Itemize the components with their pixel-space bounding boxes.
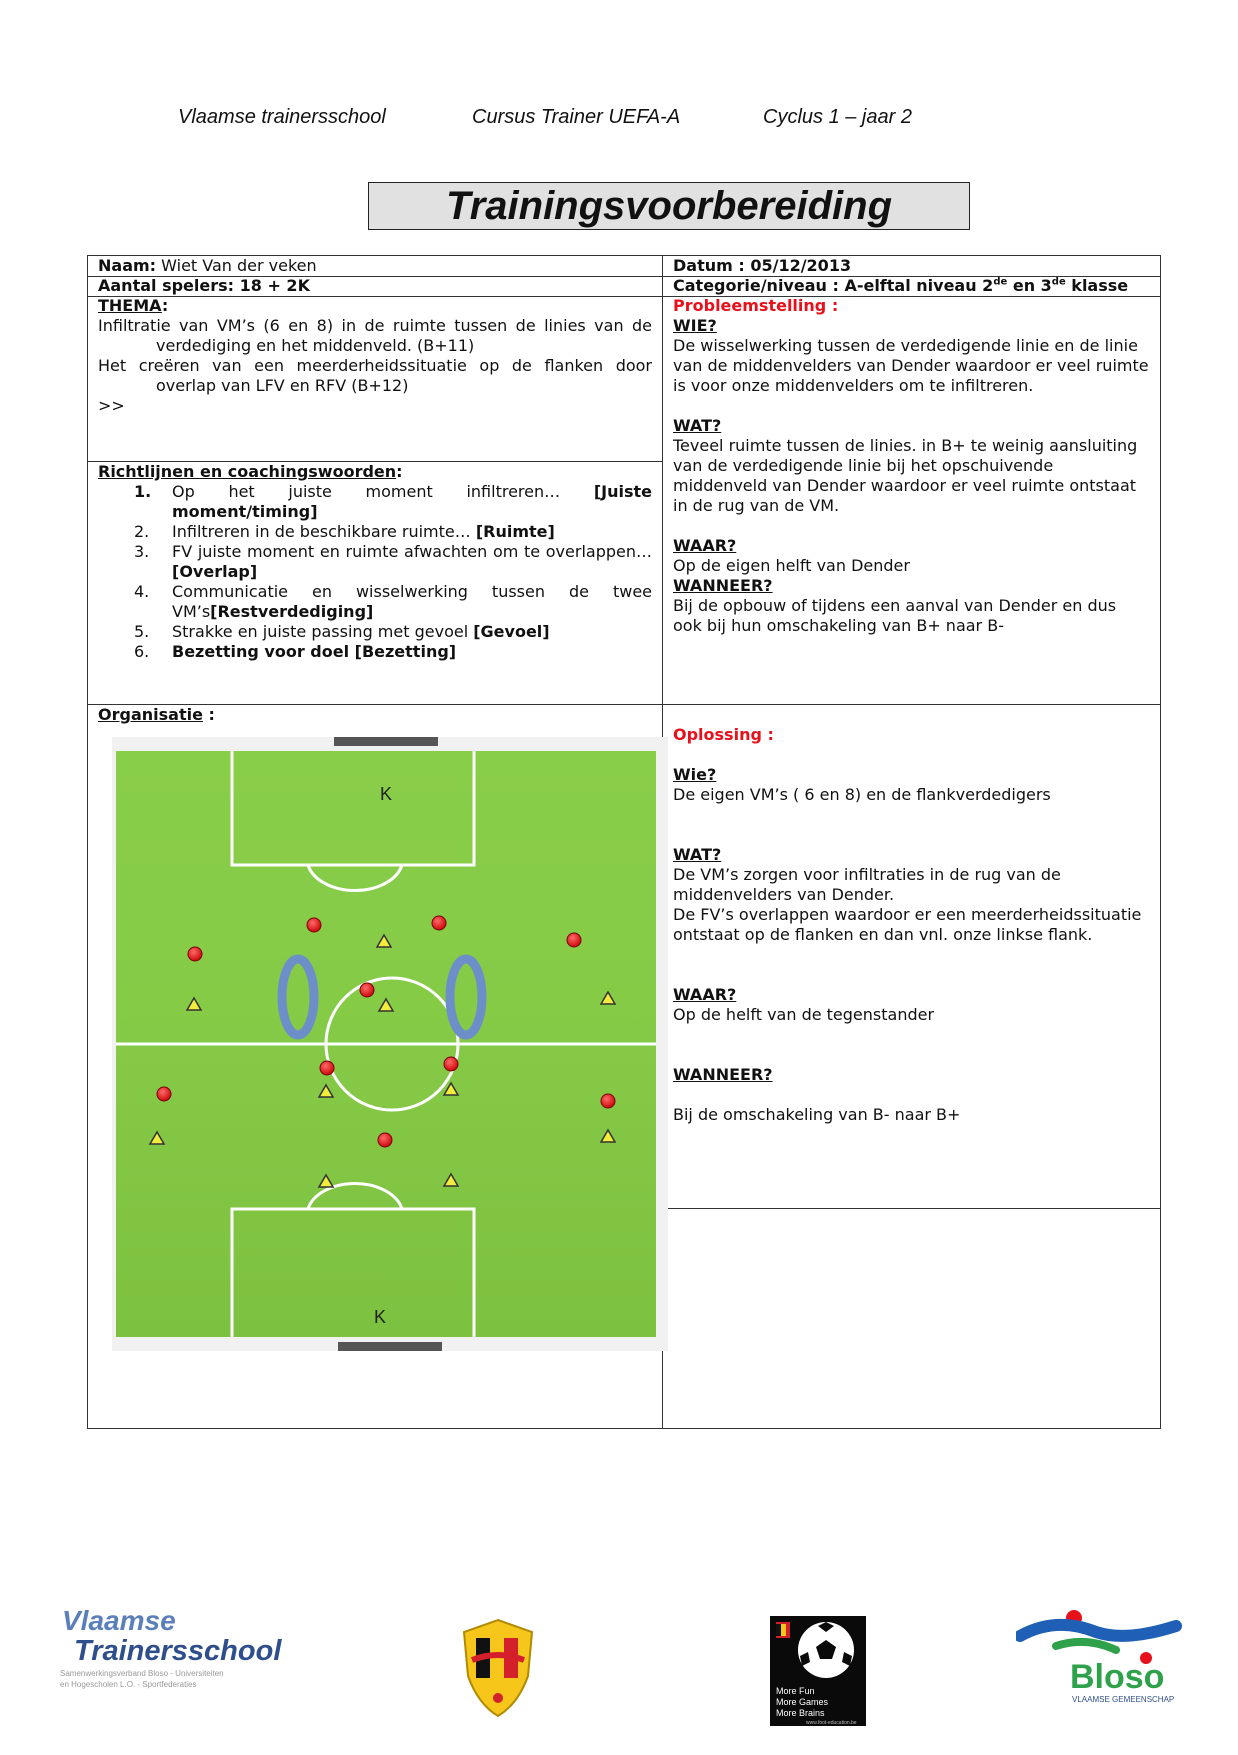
- svg-text:More Games: More Games: [776, 1697, 829, 1707]
- solution-where-label: WAAR?: [673, 985, 737, 1004]
- solution-when-label: WANNEER?: [673, 1065, 773, 1084]
- vlaamse-trainersschool-logo: [58, 1600, 298, 1692]
- page-header: [0, 106, 1238, 134]
- organisation-cell: [88, 705, 662, 725]
- red-player: [320, 1061, 334, 1075]
- item-keyword: [Overlap]: [172, 562, 258, 581]
- theme-colon: :: [161, 296, 169, 315]
- solution-where-text: Op de helft van de tegenstander: [673, 1005, 935, 1024]
- problem-when-text: Bij de opbouw of tijdens een aanval van Dender en dus ook bij hun omschakeling van B+ naar B-: [673, 596, 1117, 635]
- goal-top: [334, 737, 438, 746]
- problem-where-text: Op de eigen helft van Dender: [673, 556, 910, 575]
- item-keyword: [Ruimte]: [475, 522, 555, 541]
- list-item: [98, 622, 652, 642]
- item-text: Strakke en juiste passing met gevoel: [172, 622, 474, 641]
- red-player: [378, 1133, 392, 1147]
- list-item: [98, 482, 652, 522]
- goal-bottom: [338, 1342, 442, 1351]
- item-text: FV juiste moment en ruimte afwachten om te overlappen…: [172, 542, 652, 561]
- item-text: Infiltreren in de beschikbare ruimte…: [172, 522, 476, 541]
- keeper-label-bottom: K: [374, 1307, 387, 1327]
- guidelines-label: Richtlijnen en coachingswoorden: [98, 462, 397, 481]
- problem-where-label: WAAR?: [673, 536, 737, 555]
- red-player: [444, 1057, 458, 1071]
- red-player: [360, 983, 374, 997]
- date-value: Datum : 05/12/2013: [673, 256, 852, 275]
- guidelines-colon: :: [396, 462, 403, 481]
- red-player: [567, 933, 581, 947]
- svg-text:en Hogescholen L.O. - Sportfed: en Hogescholen L.O. - Sportfederaties: [60, 1680, 197, 1689]
- svg-text:Bloso: Bloso: [1070, 1658, 1165, 1696]
- pitch-diagram: [112, 737, 668, 1351]
- category-prefix: Categorie/niveau : A-elftal niveau 2: [673, 276, 994, 295]
- solution-what-text: De VM’s zorgen voor infiltraties in de rug van de middenvelders van Dender.: [673, 865, 1061, 904]
- item-number: 5.: [134, 622, 150, 641]
- item-number: 3.: [134, 542, 150, 561]
- list-item: [98, 582, 652, 622]
- item-number: 4.: [134, 582, 150, 601]
- row-divider: [662, 1208, 1160, 1209]
- problem-what-label: WAT?: [673, 416, 722, 435]
- red-player: [307, 918, 321, 932]
- bloso-logo: [1016, 1606, 1186, 1706]
- solution-when-text: Bij de omschakeling van B- naar B+: [673, 1105, 961, 1124]
- list-item: [98, 642, 652, 662]
- category-cell: [663, 276, 1160, 296]
- red-player: [188, 947, 202, 961]
- category-mid: en 3: [1007, 276, 1052, 295]
- red-player: [432, 916, 446, 930]
- item-keyword: [Restverdediging]: [210, 602, 374, 621]
- theme-line: Infiltratie van VM’s (6 en 8) in de ruimte tussen de linies van de verdediging en het middenveld. (B+11): [98, 316, 652, 355]
- problem-label: Probleemstelling :: [673, 296, 839, 315]
- organisation-colon: :: [202, 705, 215, 724]
- solution-what-label: WAT?: [673, 845, 722, 864]
- theme-cell: [88, 296, 662, 416]
- category-suffix: klasse: [1065, 276, 1129, 295]
- solution-label: Oplossing :: [673, 725, 774, 744]
- guidelines-cell: [88, 462, 662, 662]
- header-course: Cursus Trainer UEFA-A: [472, 106, 681, 128]
- problem-what-text: Teveel ruimte tussen de linies. in B+ te weinig aansluiting van de verdedigende linie bij het opschuivende middenveld van Dender waardoor er veel ruimte ontstaat in de rug van de VM.: [673, 436, 1138, 515]
- theme-line: >>: [98, 396, 125, 415]
- red-player: [601, 1094, 615, 1108]
- name-value: Wiet Van der veken: [161, 256, 317, 275]
- solution-who-text: De eigen VM’s ( 6 en 8) en de flankverdedigers: [673, 785, 1051, 804]
- item-number: 2.: [134, 522, 150, 541]
- theme-label: THEMA: [98, 296, 162, 315]
- foot-education-logo: [770, 1616, 866, 1726]
- list-item: [98, 542, 652, 582]
- svg-text:More Brains: More Brains: [776, 1708, 825, 1718]
- list-item: [98, 522, 652, 542]
- name-cell: [88, 256, 662, 276]
- item-number: 1.: [134, 482, 152, 501]
- date-cell: [663, 256, 1160, 276]
- solution-what-text: De FV’s overlappen waardoor er een meerderheidssituatie ontstaat op de flanken en dan vnl. onze linkse flank.: [673, 905, 1142, 944]
- name-label: Naam:: [98, 256, 157, 275]
- belgian-fa-crest-icon: [458, 1616, 538, 1720]
- item-text: Communicatie en wisselwerking tussen de twee VM’s: [172, 582, 652, 621]
- svg-text:More Fun: More Fun: [776, 1686, 815, 1696]
- solution-cell: [663, 725, 1160, 1125]
- svg-text:VLAAMSE GEMEENSCHAP: VLAAMSE GEMEENSCHAP: [1072, 1695, 1175, 1704]
- category-sup: de: [993, 276, 1008, 288]
- item-keyword: Bezetting voor doel [Bezetting]: [172, 642, 457, 661]
- players-cell: [88, 276, 662, 296]
- item-number: 6.: [134, 642, 150, 661]
- theme-line: Het creëren van een meerderheidssituatie op de flanken door overlap van LFV en RFV (B+12): [98, 356, 652, 395]
- category-sup: de: [1051, 276, 1066, 288]
- problem-who-label: WIE?: [673, 316, 717, 335]
- problem-who-text: De wisselwerking tussen de verdedigende linie en de linie van de middenvelders van Dender waardoor er veel ruimte is voor onze middenvelders om te infiltreren.: [673, 336, 1149, 395]
- item-keyword: [Juiste moment/timing]: [172, 482, 652, 521]
- solution-who-label: Wie?: [673, 765, 717, 784]
- item-keyword: [Gevoel]: [473, 622, 550, 641]
- svg-text:Vlaamse: Vlaamse: [62, 1605, 176, 1636]
- problem-when-label: WANNEER?: [673, 576, 773, 595]
- problem-cell: [663, 296, 1160, 636]
- red-player: [157, 1087, 171, 1101]
- svg-text:Samenwerkingsverband Bloso - U: Samenwerkingsverband Bloso - Universiteiten: [60, 1669, 224, 1678]
- page-title: Trainingsvoorbereiding: [368, 182, 970, 230]
- svg-text:Trainersschool: Trainersschool: [74, 1635, 282, 1667]
- footer-logos: [0, 1600, 1238, 1730]
- header-school: Vlaamse trainersschool: [178, 106, 386, 128]
- organisation-label: Organisatie: [98, 705, 203, 724]
- item-text: Op het juiste moment infiltreren…: [172, 482, 594, 501]
- header-cycle: Cyclus 1 – jaar 2: [763, 106, 912, 128]
- keeper-label-top: K: [380, 784, 393, 804]
- svg-text:www.foot-education.be: www.foot-education.be: [806, 1720, 857, 1726]
- players-value: Aantal spelers: 18 + 2K: [98, 276, 310, 295]
